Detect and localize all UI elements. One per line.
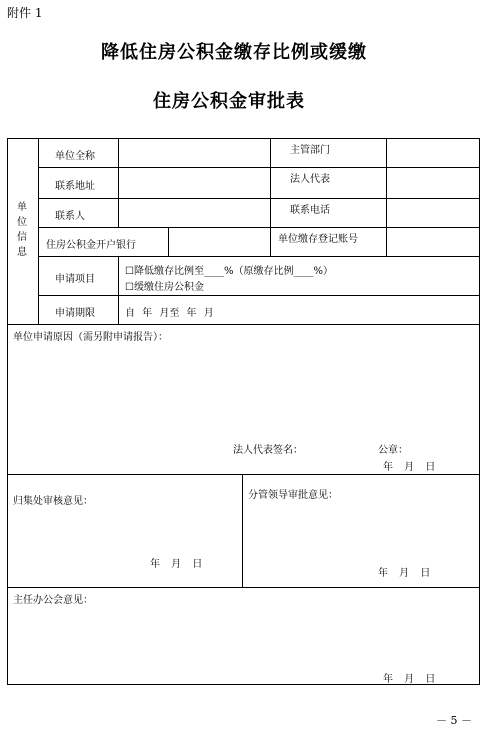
legal-rep-field[interactable]: [387, 168, 478, 197]
label-legal-rep: 法人代表: [290, 174, 330, 185]
legal-signature-label: 法人代表签名：: [233, 445, 303, 456]
office-date: 年 月 日: [383, 674, 436, 685]
label-apply-period: 申请期限: [55, 308, 95, 319]
label-apply-item: 申请项目: [55, 274, 95, 285]
address-field[interactable]: [119, 168, 269, 197]
option-reduce-ratio[interactable]: ☐降低缴存比例至____%（原缴存比例____%）: [125, 266, 333, 277]
section-unit-info-label: 单位信息: [17, 202, 27, 258]
supervisor-field[interactable]: [387, 139, 478, 166]
apply-period-value: 自 年 月至 年 月: [125, 308, 214, 319]
label-account: 单位缴存登记账号: [278, 234, 358, 245]
label-address: 联系地址: [55, 181, 95, 192]
contact-field[interactable]: [119, 199, 269, 226]
option-defer-payment[interactable]: ☐缓缴住房公积金: [125, 282, 204, 293]
label-unit-name: 单位全称: [55, 151, 95, 162]
leader-approval-label: 分管领导审批意见：: [248, 490, 338, 501]
page-title-line2: 住房公积金审批表: [153, 91, 305, 112]
unit-name-field[interactable]: [119, 139, 269, 166]
label-contact: 联系人: [55, 211, 85, 222]
review-label: 归集处审核意见：: [13, 496, 93, 507]
bank-field[interactable]: [169, 228, 269, 255]
review-date: 年 月 日: [150, 559, 203, 570]
leader-date: 年 月 日: [378, 568, 431, 579]
label-phone: 联系电话: [290, 205, 330, 216]
reason-date: 年 月 日: [383, 462, 436, 473]
reason-label: 单位申请原因（需另附申请报告）：: [13, 332, 168, 343]
attachment-label: 附件 1: [7, 6, 43, 20]
office-meeting-label: 主任办公会意见：: [13, 595, 93, 606]
label-supervisor: 主管部门: [290, 145, 330, 156]
page-number: － 5 －: [436, 714, 472, 727]
label-bank: 住房公积金开户银行: [46, 240, 136, 251]
seal-label: 公章：: [378, 445, 408, 456]
page-title-line1: 降低住房公积金缴存比例或缓缴: [101, 42, 367, 63]
phone-field[interactable]: [387, 199, 478, 226]
account-field[interactable]: [387, 228, 478, 255]
